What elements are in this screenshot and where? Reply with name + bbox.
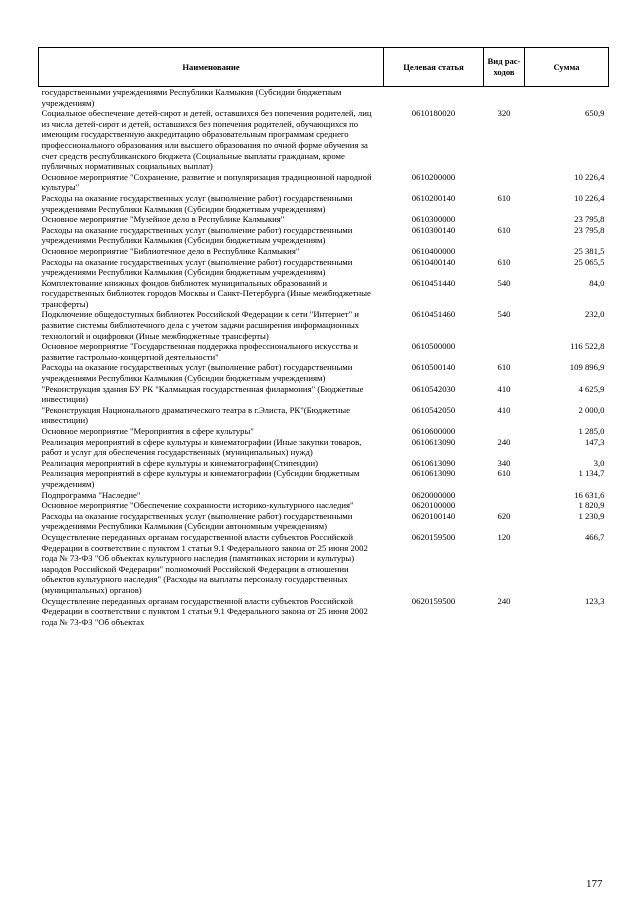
table-row — [39, 468, 609, 489]
row-sum-cell: 10 226,4 — [574, 192, 605, 203]
row-sum-cell: 10 226,4 — [574, 171, 605, 182]
row-code-cell: 0610600000 — [411, 426, 456, 436]
row-code-cell: 0620100140 — [411, 510, 456, 521]
table-row — [39, 246, 609, 257]
table-header — [39, 48, 609, 87]
row-sum-cell: 23 795,8 — [574, 214, 605, 225]
row-name-cell: Основное мероприятие "Музейное дело в Республике Калмыкия" — [41, 214, 285, 225]
row-code-cell: 0610451440 — [411, 277, 456, 288]
row-vid-cell: 620 — [497, 510, 511, 521]
row-name-cell: "Реконструкция Национального драматического театра в г.Элиста, РК"(Бюджетные инвестиции) — [41, 404, 350, 426]
row-name-cell: Реализация мероприятий в сфере культуры и кинематографии(Стипендии) — [41, 457, 319, 468]
row-name-cell: Расходы на оказание государственных услуг (выполнение работ) государственными учреждениями Республики Калмыкия (Субсидии бюджетным учреждениям) — [41, 192, 353, 214]
header-name: Наименование — [39, 48, 384, 87]
row-vid-cell: 540 — [497, 309, 511, 320]
row-sum-cell: 109 896,9 — [569, 362, 605, 373]
row-vid-cell — [484, 214, 525, 225]
table-row — [39, 458, 609, 469]
table-row — [39, 532, 609, 596]
row-code-cell: 0610200140 — [411, 192, 456, 203]
row-name-cell: Основное мероприятие "Государственная поддержка профессионального искусства и развитие гастрольно-концертной деятельности" — [41, 341, 358, 362]
table-row — [39, 87, 609, 109]
table-row — [39, 500, 609, 511]
table-body — [39, 87, 609, 628]
row-sum-cell: 116 522,8 — [570, 341, 605, 352]
row-sum-cell: 1 820,9 — [578, 500, 605, 511]
row-code-cell: 0620100000 — [411, 500, 456, 511]
row-code-cell: 0610613090 — [411, 457, 456, 468]
row-name-cell: Основное мероприятие "Обеспечение сохранности историко-культурного наследия" — [41, 500, 354, 511]
table-row — [39, 278, 609, 310]
row-code-cell: 0610613090 — [411, 436, 456, 447]
row-vid-cell: 610 — [497, 192, 511, 203]
row-sum-cell: 16 631,6 — [574, 489, 605, 500]
row-code-cell — [384, 87, 484, 109]
page-number: 177 — [586, 878, 603, 890]
row-code-cell: 0610180020 — [411, 108, 456, 119]
table-row — [39, 193, 609, 214]
table-row — [39, 511, 609, 532]
row-vid-cell: 610 — [497, 362, 511, 373]
row-name-cell: Расходы на оказание государственных услуг (выполнение работ) государственными учреждениями Республики Калмыкия (Субсидии автономным учреждениям) — [41, 510, 353, 532]
row-sum-cell: 84,0 — [589, 277, 605, 288]
row-vid-cell: 120 — [497, 531, 511, 542]
row-name-cell: Социальное обеспечение детей-сирот и детей, оставшихся без попечения родителей, лиц из числа детей-сирот и детей, оставшихся без попечения родителей, обучающихся по имеющим государственную аккредитацию образовательным программам среднего профессионального образования или высшего образования по очной форме обучения за счет средств республиканского бюджета (Социальные выплаты гражданам, кроме публичных нормативных социальных выплат) — [41, 108, 372, 172]
row-code-cell: 0610300140 — [411, 224, 456, 235]
budget-table — [38, 47, 609, 627]
table-row — [39, 490, 609, 501]
row-code-cell: 0620000000 — [411, 489, 456, 500]
table-row — [39, 596, 609, 628]
row-sum-cell: 650,9 — [584, 108, 605, 119]
row-sum-cell: 1 134,7 — [578, 468, 605, 479]
table-row — [39, 309, 609, 341]
table-row — [39, 405, 609, 426]
row-vid-cell: 610 — [497, 224, 511, 235]
table-row — [39, 384, 609, 405]
row-code-cell: 0620159500 — [411, 531, 456, 542]
row-vid-cell — [484, 172, 525, 193]
row-vid-cell: 240 — [497, 595, 511, 606]
row-name-cell: Осуществление переданных органам государственной власти субъектов Российской Федерации в соответствии с пунктом 1 статьи 9.1 Федерального закона от 25 июня 2002 года № 73-ФЗ "Об объектах культурного наследия (памятниках истории и культуры) народов Российской Федерации" полномочий Российской Федерации в отношении объектов культурного наследия" (Расходы на выплаты персоналу государственных (муниципальных) органов) — [41, 531, 368, 595]
row-name-cell: Основное мероприятие "Мероприятия в сфере культуры" — [41, 426, 254, 436]
table-row — [39, 257, 609, 278]
table-row — [39, 214, 609, 225]
row-code-cell: 0610300000 — [411, 214, 456, 225]
row-code-cell: 0610400140 — [411, 256, 456, 267]
row-sum-cell: 2 000,0 — [578, 404, 605, 415]
row-vid-cell — [484, 500, 525, 511]
row-sum-cell: 1 285,0 — [578, 426, 605, 436]
row-vid-cell — [484, 87, 525, 109]
row-code-cell: 0610542030 — [411, 383, 456, 394]
row-code-cell: 0610500000 — [411, 341, 456, 352]
table-row — [39, 362, 609, 383]
row-name-cell: Осуществление переданных органам государственной власти субъектов Российской Федерации в соответствии с пунктом 1 статьи 9.1 Федерального закона от 25 июня 2002 года № 73-ФЗ "Об объектах — [41, 595, 368, 627]
row-vid-cell: 610 — [497, 256, 511, 267]
header-sum: Сумма — [525, 48, 609, 87]
row-sum-cell — [525, 87, 609, 109]
row-sum-cell: 147,3 — [584, 436, 605, 447]
row-name-cell: Подключение общедоступных библиотек Российской Федерации к сети "Интернет" и развитие системы библиотечного дела с учетом задачи расширения информационных технологий и оцифровки (Иные межбюджетные трансферты) — [41, 309, 360, 341]
row-sum-cell: 25 065,5 — [574, 256, 605, 267]
row-vid-cell: 340 — [497, 457, 511, 468]
row-name-cell: Реализация мероприятий в сфере культуры и кинематографии (Субсидии бюджетным учреждениям) — [41, 468, 360, 489]
row-vid-cell — [484, 246, 525, 257]
table-row — [39, 341, 609, 362]
row-code-cell: 0610542050 — [411, 404, 456, 415]
row-name-cell: Реализация мероприятий в сфере культуры и кинематографии (Иные закупки товаров, работ и услуг для обеспечения государственных (муниципальных) нужд) — [41, 436, 362, 458]
table-row — [39, 172, 609, 193]
row-vid-cell: 410 — [497, 383, 511, 394]
row-code-cell: 0620159500 — [411, 595, 456, 606]
row-code-cell: 0610200000 — [411, 171, 456, 182]
row-name-cell: Подпрограмма "Наследие" — [41, 489, 141, 500]
row-vid-cell: 540 — [497, 277, 511, 288]
row-vid-cell: 240 — [497, 436, 511, 447]
table-row — [39, 437, 609, 458]
row-vid-cell: 320 — [497, 108, 511, 119]
row-code-cell: 0610451460 — [411, 309, 456, 320]
row-vid-cell: 410 — [497, 404, 511, 415]
header-vid: Вид рас-ходов — [484, 48, 525, 87]
row-sum-cell: 3,0 — [593, 457, 605, 468]
row-sum-cell: 4 625,9 — [578, 383, 605, 394]
row-vid-cell — [484, 426, 525, 437]
row-code-cell: 0610500140 — [411, 362, 456, 373]
row-name-cell: Расходы на оказание государственных услуг (выполнение работ) государственными учреждениями Республики Калмыкия (Субсидии бюджетным учреждениям) — [41, 224, 353, 246]
row-sum-cell: 1 230,9 — [578, 510, 605, 521]
row-code-cell: 0610400000 — [411, 245, 456, 256]
table-row — [39, 108, 609, 172]
row-vid-cell: 610 — [497, 468, 511, 479]
row-name-cell: "Реконструкция здания БУ РК "Калмыцкая государственная филармония" (Бюджетные инвестиции) — [41, 383, 364, 405]
row-name-cell: Основное мероприятие "Библиотечное дело в Республике Калмыкия" — [41, 245, 300, 256]
row-sum-cell: 232,0 — [584, 309, 605, 320]
row-sum-cell: 23 795,8 — [574, 224, 605, 235]
budget-table-page — [38, 47, 608, 627]
row-name-cell: Расходы на оказание государственных услуг (выполнение работ) государственными учреждениями Республики Калмыкия (Субсидии бюджетным учреждениям) — [41, 256, 353, 278]
row-name-cell: государственными учреждениями Республики Калмыкия (Субсидии бюджетным учреждениям) — [41, 87, 342, 108]
row-sum-cell: 466,7 — [584, 531, 605, 542]
row-name-cell: Расходы на оказание государственных услуг (выполнение работ) государственными учреждениями Республики Калмыкия (Субсидии бюджетным учреждениям) — [41, 362, 353, 384]
header-code: Целевая статья — [384, 48, 484, 87]
row-name-cell: Основное мероприятие "Сохранение, развитие и популяризация традиционной народной культуры" — [41, 171, 372, 193]
row-name-cell: Комплектование книжных фондов библиотек муниципальных образований и государственных библиотек городов Москвы и Санкт-Петербурга (Иные межбюджетные трансферты) — [41, 277, 371, 309]
table-row — [39, 426, 609, 437]
table-row — [39, 225, 609, 246]
row-code-cell: 0610613090 — [411, 468, 456, 479]
row-vid-cell — [484, 341, 525, 362]
row-sum-cell: 123,3 — [584, 595, 605, 606]
row-sum-cell: 25 381,5 — [574, 245, 605, 256]
row-vid-cell — [484, 490, 525, 501]
